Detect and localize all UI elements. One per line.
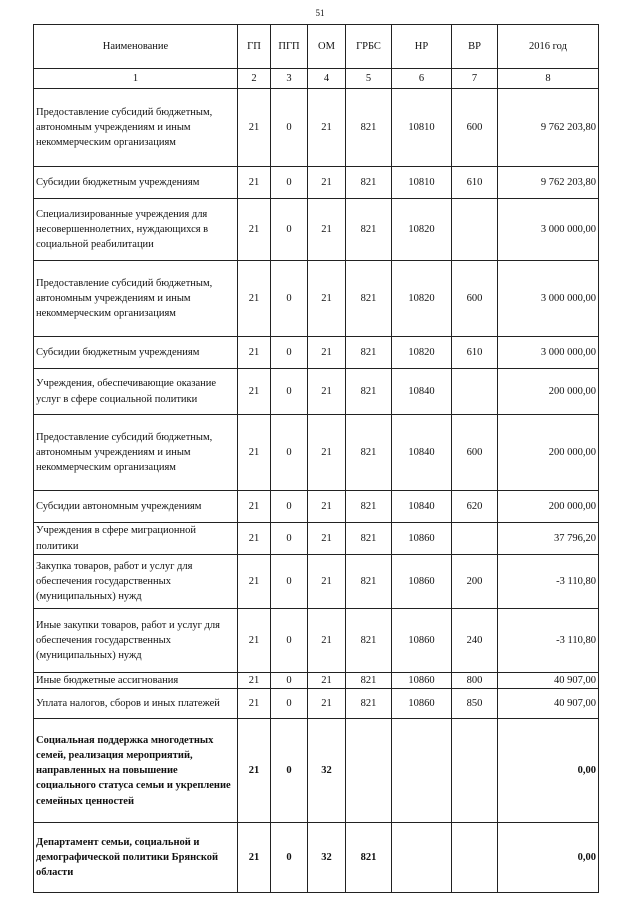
column-number: 1 [34,69,238,89]
row-name: Закупка товаров, работ и услуг для обеспечения государственных (муниципальных) нужд [34,555,238,609]
row-nr: 10860 [392,673,452,689]
column-number: 2 [238,69,271,89]
row-pgp: 0 [271,261,308,337]
row-amount: 200 000,00 [498,491,599,523]
row-om: 21 [308,337,346,369]
table-row [34,369,599,415]
row-vr: 610 [452,167,498,199]
row-gp: 21 [238,719,271,823]
header-om: ОМ [308,25,346,69]
row-grbs: 821 [346,689,392,719]
column-number: 7 [452,69,498,89]
row-om: 21 [308,261,346,337]
row-pgp: 0 [271,337,308,369]
row-om: 21 [308,491,346,523]
header-vr: ВР [452,25,498,69]
row-nr: 10840 [392,415,452,491]
row-vr [452,719,498,823]
row-grbs: 821 [346,415,392,491]
row-amount: 3 000 000,00 [498,261,599,337]
row-name: Учреждения в сфере миграционной политики [34,523,238,555]
row-name: Предоставление субсидий бюджетным, автономным учреждениям и иным некоммерческим организациям [34,415,238,491]
row-amount: 3 000 000,00 [498,337,599,369]
row-vr: 600 [452,415,498,491]
row-om: 21 [308,415,346,491]
table-row [34,415,599,491]
row-pgp: 0 [271,673,308,689]
row-name: Уплата налогов, сборов и иных платежей [34,689,238,719]
row-amount: -3 110,80 [498,555,599,609]
row-pgp: 0 [271,523,308,555]
row-grbs: 821 [346,823,392,893]
column-number-row [34,69,599,89]
row-vr: 200 [452,555,498,609]
row-vr [452,523,498,555]
row-vr [452,199,498,261]
row-amount: 9 762 203,80 [498,167,599,199]
table-row [34,719,599,823]
header-nr: НР [392,25,452,69]
table-row [34,609,599,673]
column-number: 8 [498,69,599,89]
row-name: Предоставление субсидий бюджетным, автономным учреждениям и иным некоммерческим организациям [34,89,238,167]
row-grbs: 821 [346,609,392,673]
table-row [34,523,599,555]
column-number: 4 [308,69,346,89]
row-gp: 21 [238,673,271,689]
row-name: Специализированные учреждения для несовершеннолетних, нуждающихся в социальной реабилитации [34,199,238,261]
row-gp: 21 [238,261,271,337]
row-om: 21 [308,167,346,199]
row-nr: 10820 [392,199,452,261]
row-name: Учреждения, обеспечивающие оказание услуг в сфере социальной политики [34,369,238,415]
row-gp: 21 [238,491,271,523]
row-gp: 21 [238,523,271,555]
row-om: 32 [308,719,346,823]
row-nr: 10860 [392,523,452,555]
row-gp: 21 [238,555,271,609]
row-grbs: 821 [346,337,392,369]
row-grbs: 821 [346,261,392,337]
row-grbs: 821 [346,673,392,689]
row-grbs: 821 [346,167,392,199]
page-number: 51 [315,8,325,18]
row-amount: 40 907,00 [498,673,599,689]
row-vr [452,823,498,893]
table-row [34,689,599,719]
row-gp: 21 [238,369,271,415]
row-pgp: 0 [271,199,308,261]
row-pgp: 0 [271,689,308,719]
row-gp: 21 [238,823,271,893]
row-om: 21 [308,689,346,719]
row-grbs: 821 [346,199,392,261]
row-gp: 21 [238,337,271,369]
row-nr [392,719,452,823]
row-gp: 21 [238,689,271,719]
row-om: 21 [308,609,346,673]
row-name: Предоставление субсидий бюджетным, автономным учреждениям и иным некоммерческим организациям [34,261,238,337]
row-vr: 850 [452,689,498,719]
header-name: Наименование [34,25,238,69]
row-nr: 10820 [392,261,452,337]
row-nr: 10840 [392,491,452,523]
row-amount: -3 110,80 [498,609,599,673]
column-number: 6 [392,69,452,89]
row-vr: 600 [452,89,498,167]
row-nr: 10810 [392,89,452,167]
row-grbs: 821 [346,89,392,167]
table-row [34,167,599,199]
header-row [34,25,599,69]
row-vr: 240 [452,609,498,673]
row-name: Субсидии автономным учреждениям [34,491,238,523]
row-amount: 200 000,00 [498,415,599,491]
row-om: 21 [308,369,346,415]
row-pgp: 0 [271,167,308,199]
row-amount: 0,00 [498,823,599,893]
row-vr: 800 [452,673,498,689]
row-amount: 200 000,00 [498,369,599,415]
row-om: 21 [308,523,346,555]
row-pgp: 0 [271,823,308,893]
row-name: Социальная поддержка многодетных семей, реализация мероприятий, направленных на повышение социального статуса семьи и укрепление семейных ценностей [34,719,238,823]
table-header [34,25,599,89]
row-gp: 21 [238,167,271,199]
row-name: Департамент семьи, социальной и демографической политики Брянской области [34,823,238,893]
row-gp: 21 [238,609,271,673]
header-pgp: ПГП [271,25,308,69]
row-grbs [346,719,392,823]
column-number: 3 [271,69,308,89]
row-grbs: 821 [346,555,392,609]
header-gp: ГП [238,25,271,69]
header-year: 2016 год [498,25,599,69]
row-name: Иные бюджетные ассигнования [34,673,238,689]
row-om: 21 [308,199,346,261]
row-nr: 10810 [392,167,452,199]
row-pgp: 0 [271,491,308,523]
row-gp: 21 [238,199,271,261]
row-amount: 0,00 [498,719,599,823]
row-grbs: 821 [346,523,392,555]
row-grbs: 821 [346,369,392,415]
table-row [34,491,599,523]
row-nr [392,823,452,893]
row-vr [452,369,498,415]
row-name: Иные закупки товаров, работ и услуг для обеспечения государственных (муниципальных) нужд [34,609,238,673]
row-vr: 610 [452,337,498,369]
row-vr: 620 [452,491,498,523]
row-nr: 10820 [392,337,452,369]
row-pgp: 0 [271,415,308,491]
table-row [34,823,599,893]
row-pgp: 0 [271,89,308,167]
column-number: 5 [346,69,392,89]
row-om: 21 [308,673,346,689]
row-name: Субсидии бюджетным учреждениям [34,167,238,199]
table-row [34,673,599,689]
row-om: 21 [308,555,346,609]
row-om: 21 [308,89,346,167]
table-row [34,199,599,261]
row-pgp: 0 [271,719,308,823]
table-row [34,337,599,369]
budget-table [33,24,599,893]
row-amount: 37 796,20 [498,523,599,555]
row-nr: 10860 [392,555,452,609]
row-grbs: 821 [346,491,392,523]
row-om: 32 [308,823,346,893]
row-nr: 10860 [392,609,452,673]
row-pgp: 0 [271,369,308,415]
row-amount: 9 762 203,80 [498,89,599,167]
row-vr: 600 [452,261,498,337]
row-gp: 21 [238,415,271,491]
row-gp: 21 [238,89,271,167]
table-row [34,89,599,167]
table-row [34,555,599,609]
row-amount: 40 907,00 [498,689,599,719]
header-grbs: ГРБС [346,25,392,69]
row-nr: 10840 [392,369,452,415]
row-pgp: 0 [271,609,308,673]
table-body [34,89,599,893]
row-name: Субсидии бюджетным учреждениям [34,337,238,369]
row-nr: 10860 [392,689,452,719]
row-pgp: 0 [271,555,308,609]
row-amount: 3 000 000,00 [498,199,599,261]
table-row [34,261,599,337]
